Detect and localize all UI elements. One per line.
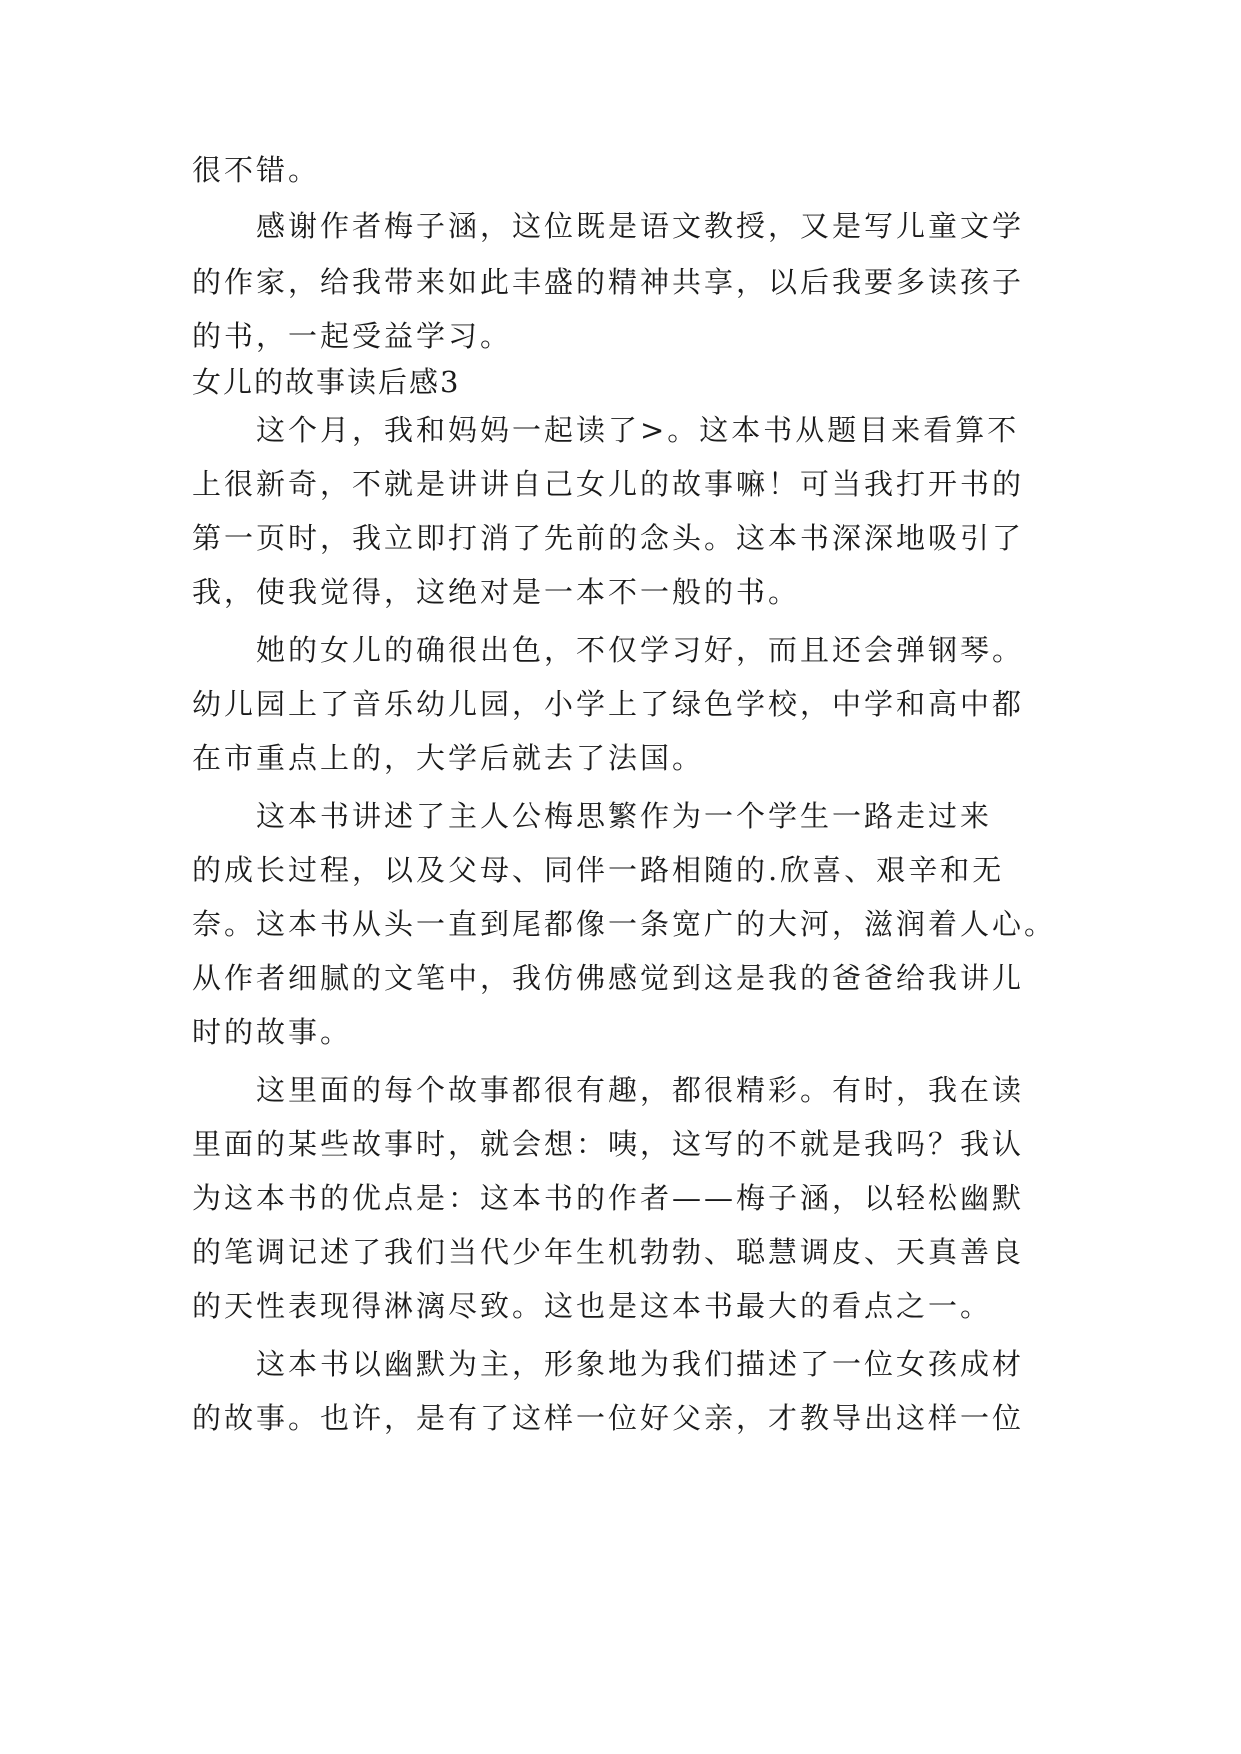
text-line: 从作者细腻的文笔中，我仿佛感觉到这是我的爸爸给我讲儿 <box>192 961 1025 995</box>
text-line: 的作家，给我带来如此丰盛的精神共享，以后我要多读孩子 <box>192 265 1025 299</box>
paragraph-first-line: 感谢作者梅子涵，这位既是语文教授，又是写儿童文学 <box>256 209 1025 243</box>
paragraph-first-line: 这个月，我和妈妈一起读了>。这本书从题目来看算不 <box>256 413 1020 447</box>
section-heading: 女儿的故事读后感3 <box>192 365 461 399</box>
text-line: 时的故事。 <box>192 1015 353 1049</box>
text-line: 幼儿园上了音乐幼儿园，小学上了绿色学校，中学和高中都 <box>192 687 1025 721</box>
paragraph-first-line: 她的女儿的确很出色，不仅学习好，而且还会弹钢琴。 <box>256 633 1025 667</box>
paragraph-first-line: 这本书讲述了主人公梅思繁作为一个学生一路走过来 <box>256 799 993 833</box>
text-line: 我，使我觉得，这绝对是一本不一般的书。 <box>192 575 801 609</box>
text-line: 的故事。也许，是有了这样一位好父亲，才教导出这样一位 <box>192 1401 1025 1435</box>
text-line: 为这本书的优点是：这本书的作者——梅子涵，以轻松幽默 <box>192 1181 1025 1215</box>
text-line: 的书，一起受益学习。 <box>192 319 513 353</box>
text-line: 第一页时，我立即打消了先前的念头。这本书深深地吸引了 <box>192 521 1025 555</box>
text-line: 上很新奇，不就是讲讲自己女儿的故事嘛！可当我打开书的 <box>192 467 1025 501</box>
text-line: 的笔调记述了我们当代少年生机勃勃、聪慧调皮、天真善良 <box>192 1235 1025 1269</box>
text-line: 里面的某些故事时，就会想：咦，这写的不就是我吗？我认 <box>192 1127 1025 1161</box>
text-line: 奈。这本书从头一直到尾都像一条宽广的大河，滋润着人心。 <box>192 907 1057 941</box>
paragraph-first-line: 这本书以幽默为主，形象地为我们描述了一位女孩成材 <box>256 1347 1025 1381</box>
text-line: 在市重点上的，大学后就去了法国。 <box>192 741 705 775</box>
text-line: 很不错。 <box>192 153 321 187</box>
paragraph-first-line: 这里面的每个故事都很有趣，都很精彩。有时，我在读 <box>256 1073 1025 1107</box>
text-line: 的成长过程，以及父母、同伴一路相随的.欣喜、艰辛和无 <box>192 853 1005 887</box>
text-line: 的天性表现得淋漓尽致。这也是这本书最大的看点之一。 <box>192 1289 993 1323</box>
